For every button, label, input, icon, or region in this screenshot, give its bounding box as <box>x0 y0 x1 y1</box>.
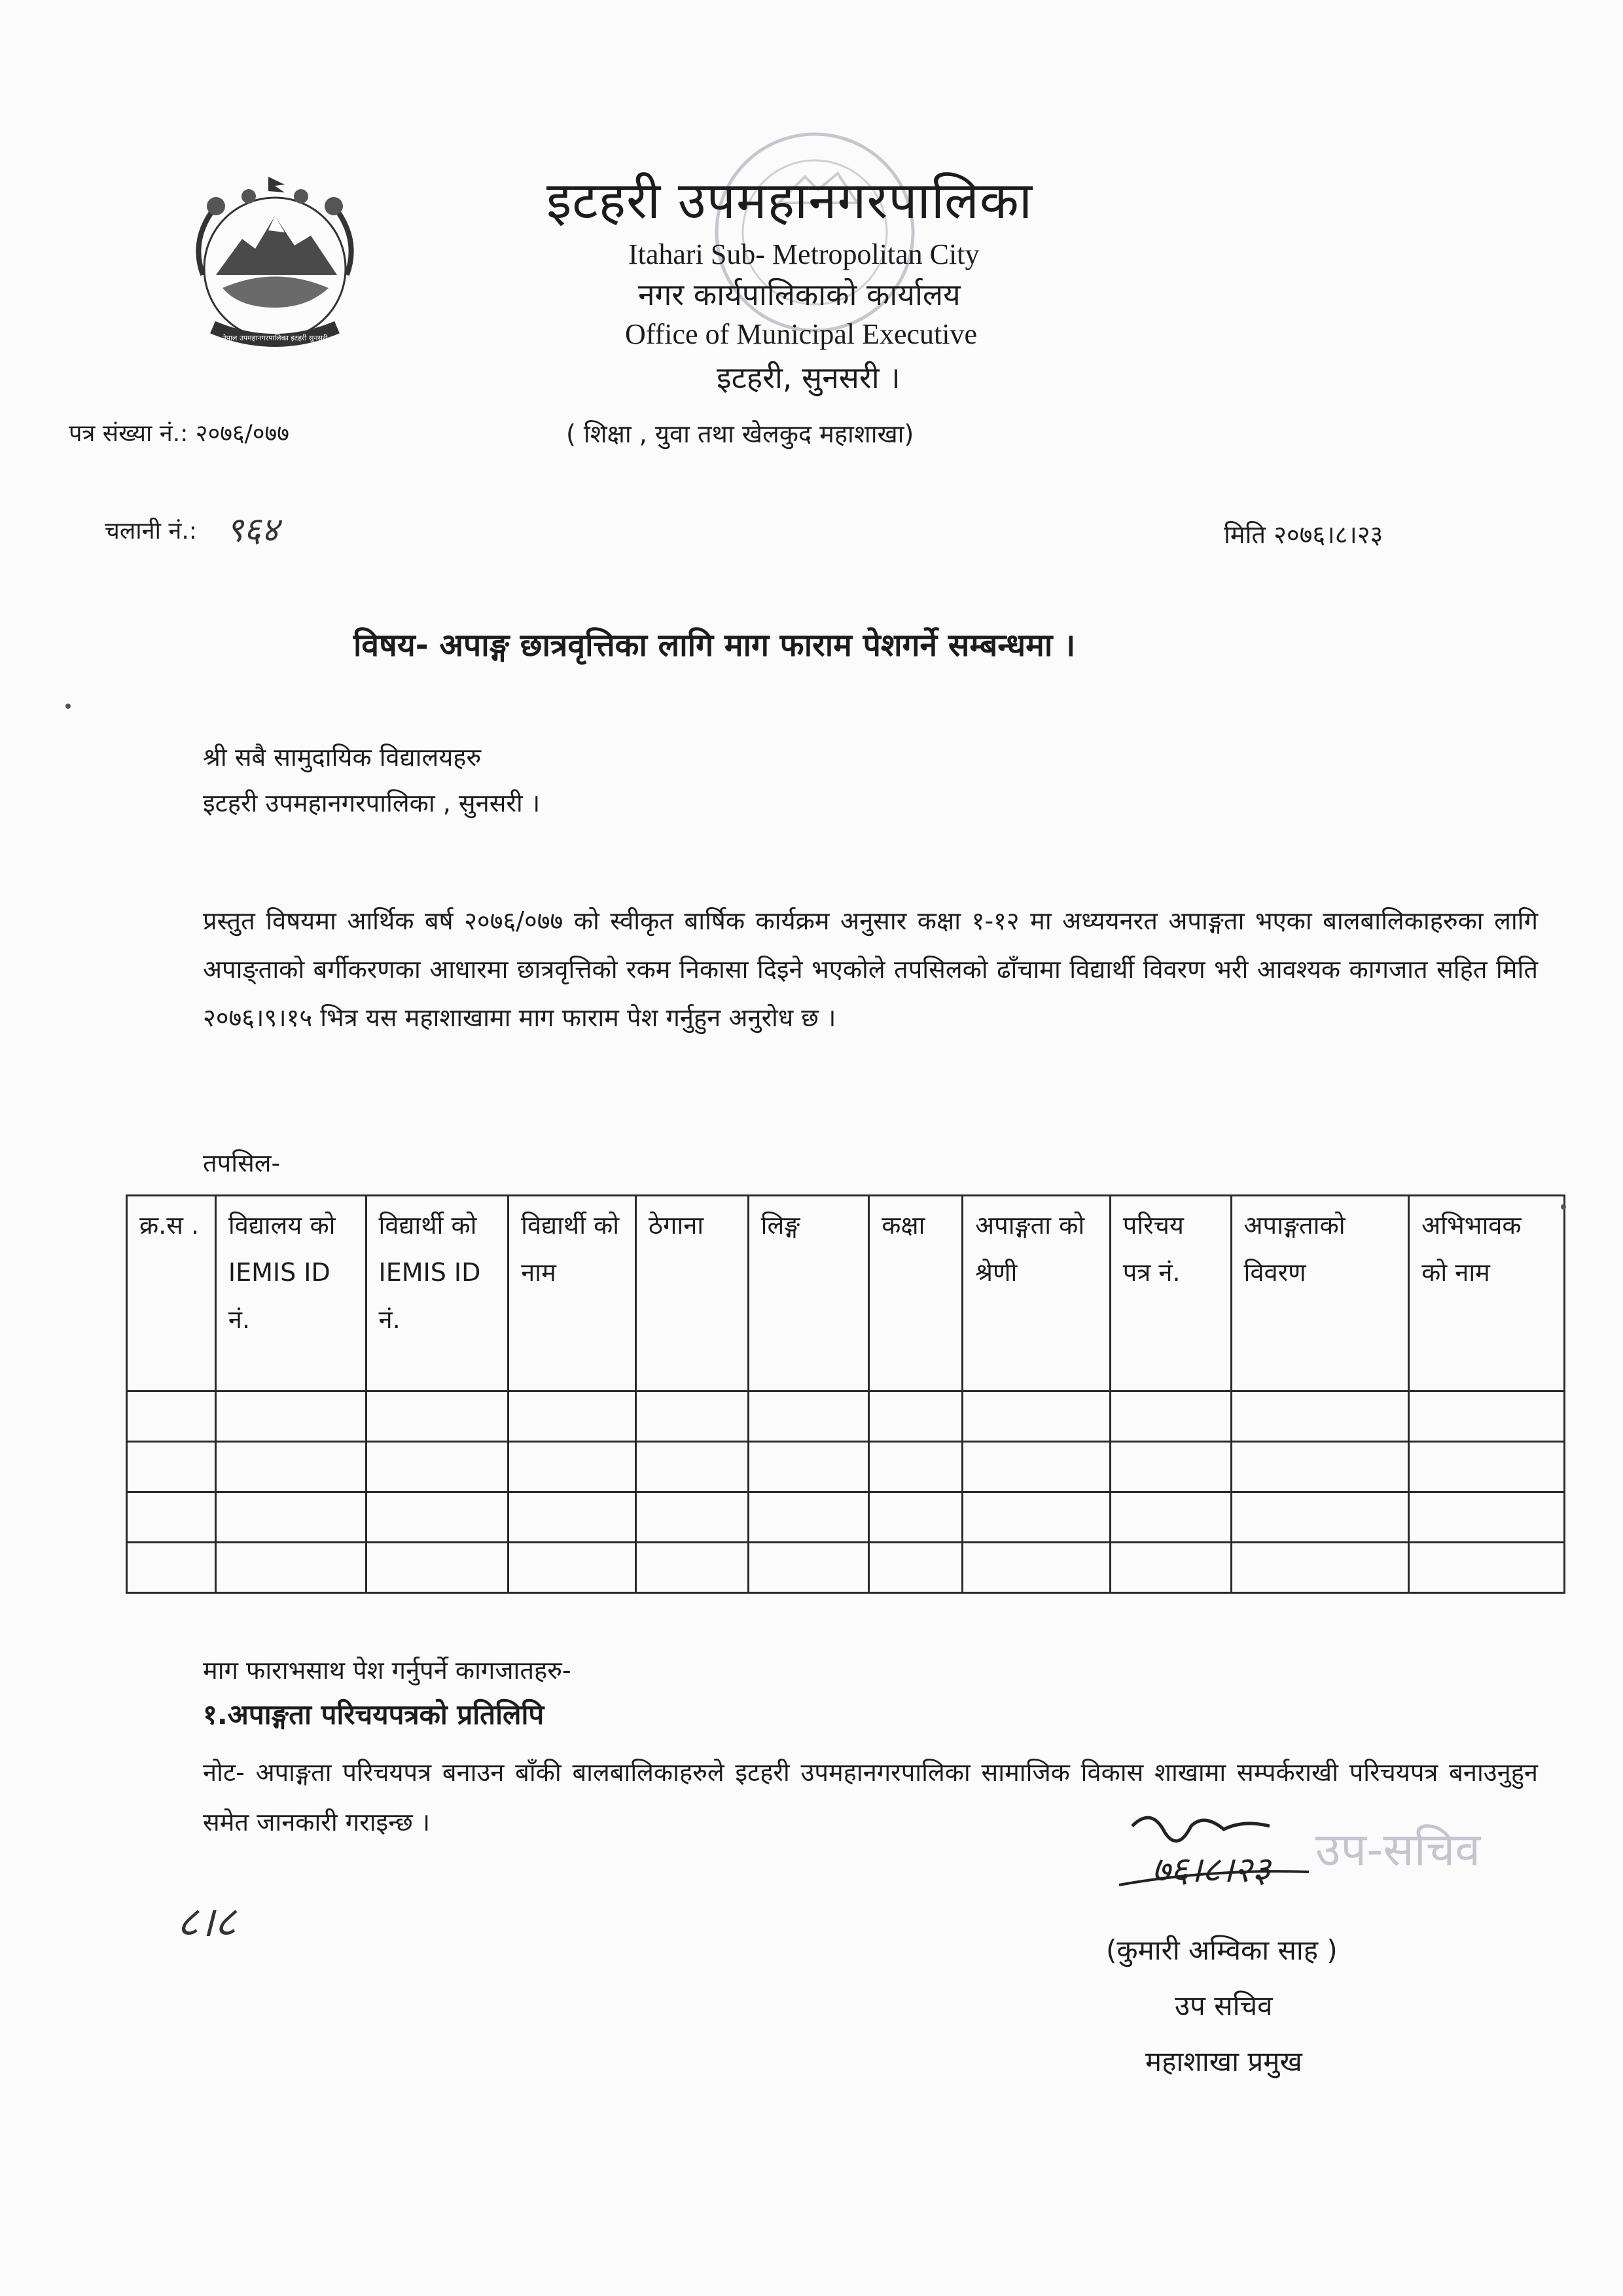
student-details-table <box>126 1194 1565 1594</box>
table-cell <box>127 1543 216 1593</box>
table-cell <box>508 1391 636 1442</box>
table-cell <box>508 1442 636 1492</box>
table-body <box>127 1391 1565 1593</box>
table-cell <box>869 1391 963 1442</box>
column-header: कक्षा <box>869 1196 963 1391</box>
emblem-text: नेपाल उपमहानगरपालिका इटहरी सुनसरी <box>222 334 328 342</box>
table-cell <box>1110 1391 1231 1442</box>
column-header: विद्यार्थी को IEMIS ID नं. <box>366 1196 508 1391</box>
section-name: ( शिक्षा , युवा तथा खेलकुद महाशाखा) <box>566 420 914 448</box>
table-cell <box>508 1543 636 1593</box>
table-cell <box>748 1391 869 1442</box>
table-cell <box>1110 1543 1231 1593</box>
column-header: लिङ्ग <box>748 1196 869 1391</box>
municipality-name-en: Itahari Sub- Metropolitan City <box>628 238 980 270</box>
table-cell <box>963 1492 1111 1543</box>
table-cell <box>1110 1442 1231 1492</box>
signature-date: ७६।८।२३ <box>1152 1849 1271 1890</box>
subject-line: विषय- अपाङ्ग छात्रवृत्तिका लागि माग फाराम पेशगर्ने सम्बन्धमा । <box>353 627 1076 664</box>
column-header: अपाङ्गताको विवरण <box>1231 1196 1409 1391</box>
table-row <box>127 1442 1565 1492</box>
table-cell <box>1231 1391 1409 1442</box>
table-cell <box>1409 1492 1565 1543</box>
handwritten-initials: ८।८ <box>177 1898 236 1946</box>
dispatch-label: चलानी नं.: <box>105 518 197 545</box>
column-header: विद्यालय को IEMIS ID नं. <box>215 1196 366 1391</box>
addressee-line-1: श्री सबै सामुदायिक विद्यालयहरु <box>203 743 482 772</box>
table-caption: तपसिल- <box>203 1149 281 1177</box>
municipality-name-np: इटहरी उपमहानगरपालिका <box>546 171 1033 230</box>
letter-number: पत्र संख्या नं.: २०७६/०७७ <box>69 420 289 447</box>
table-cell <box>366 1442 508 1492</box>
table-cell <box>366 1543 508 1593</box>
table-cell <box>1409 1391 1565 1442</box>
column-header: विद्यार्थी को नाम <box>508 1196 636 1391</box>
column-header: ठेगाना <box>635 1196 748 1391</box>
table-cell <box>1409 1543 1565 1593</box>
table-cell <box>1110 1492 1231 1543</box>
table-cell <box>748 1543 869 1593</box>
table-cell <box>1409 1442 1565 1492</box>
emblem-icon <box>177 177 373 353</box>
table-cell <box>1231 1543 1409 1593</box>
addressee-line-2: इटहरी उपमहानगरपालिका , सुनसरी । <box>203 789 541 817</box>
note-text: नोट- अपाङ्गता परिचयपत्र बनाउन बाँकी बालबालिकाहरुले इटहरी उपमहानगरपालिका सामाजिक विकास शाखामा सम्पर्कराखी परिचयपत्र बनाउनुहुन समेत जानकारी गराइन्छ । <box>203 1758 1538 1837</box>
table-cell <box>963 1543 1111 1593</box>
table-cell <box>366 1391 508 1442</box>
documents-item-1: १.अपाङ्गता परिचयपत्रको प्रतिलिपि <box>203 1698 544 1731</box>
signatory-stamp: उप-सचिव <box>1315 1823 1481 1876</box>
table-cell <box>963 1391 1111 1442</box>
table-cell <box>869 1543 963 1593</box>
signatory-department: महाशाखा प्रमुख <box>1145 2045 1302 2077</box>
column-header: क्र.स . <box>127 1196 216 1391</box>
table-cell <box>127 1492 216 1543</box>
documents-intro: माग फाराभसाथ पेश गर्नुपर्ने कागजातहरु- <box>203 1656 571 1685</box>
scan-speck <box>1561 1204 1566 1210</box>
column-header: अभिभावक को नाम <box>1409 1196 1565 1391</box>
table-cell <box>127 1391 216 1442</box>
signature-icon <box>1113 1806 1518 1911</box>
table-cell <box>366 1492 508 1543</box>
table-cell <box>869 1492 963 1543</box>
dispatch-number-handwritten: ९६४ <box>226 511 279 550</box>
table-cell <box>508 1492 636 1543</box>
table-cell <box>127 1442 216 1492</box>
signatory-title: उप सचिव <box>1175 1990 1273 2022</box>
table-cell <box>963 1442 1111 1492</box>
table-cell <box>215 1492 366 1543</box>
table-row <box>127 1391 1565 1442</box>
table-cell <box>635 1492 748 1543</box>
office-location: इटहरी, सुनसरी । <box>717 360 901 395</box>
table-cell <box>1231 1442 1409 1492</box>
letter-body: प्रस्तुत विषयमा आर्थिक बर्ष २०७६/०७७ को स्वीकृत बार्षिक कार्यक्रम अनुसार कक्षा १-१२ मा अध्ययनरत अपाङ्गता भएका बालबालिकाहरुका लागि अपाङ्ताको बर्गीकरणका आधारमा छात्रवृत्तिको रकम निकासा दिइने भएकोले तपसिलको ढाँचामा विद्यार्थी विवरण भरी आवश्यक कागजात सहित मिति २०७६।९।१५ भित्र यस महाशाखामा माग फाराम पेश गर्नुहुन अनुरोध छ । <box>203 906 1538 1032</box>
table-cell <box>215 1391 366 1442</box>
signatory-name: (कुमारी अम्विका साह ) <box>1106 1934 1338 1966</box>
office-name-np: नगर कार्यपालिकाको कार्यालय <box>638 277 961 312</box>
table-cell <box>748 1442 869 1492</box>
scan-speck <box>65 704 71 709</box>
letter-date: मिति २०७६।८।२३ <box>1224 520 1383 549</box>
column-header: परिचय पत्र नं. <box>1110 1196 1231 1391</box>
column-header: अपाङ्गता को श्रेणी <box>963 1196 1111 1391</box>
table-cell <box>215 1442 366 1492</box>
table-cell <box>1231 1492 1409 1543</box>
table-row <box>127 1492 1565 1543</box>
table-cell <box>635 1442 748 1492</box>
table-row <box>127 1543 1565 1593</box>
table-cell <box>635 1391 748 1442</box>
table-header-row <box>127 1196 1565 1391</box>
table-cell <box>869 1442 963 1492</box>
table-cell <box>748 1492 869 1543</box>
office-name-en: Office of Municipal Executive <box>625 318 977 350</box>
table-cell <box>215 1543 366 1593</box>
table-cell <box>635 1543 748 1593</box>
